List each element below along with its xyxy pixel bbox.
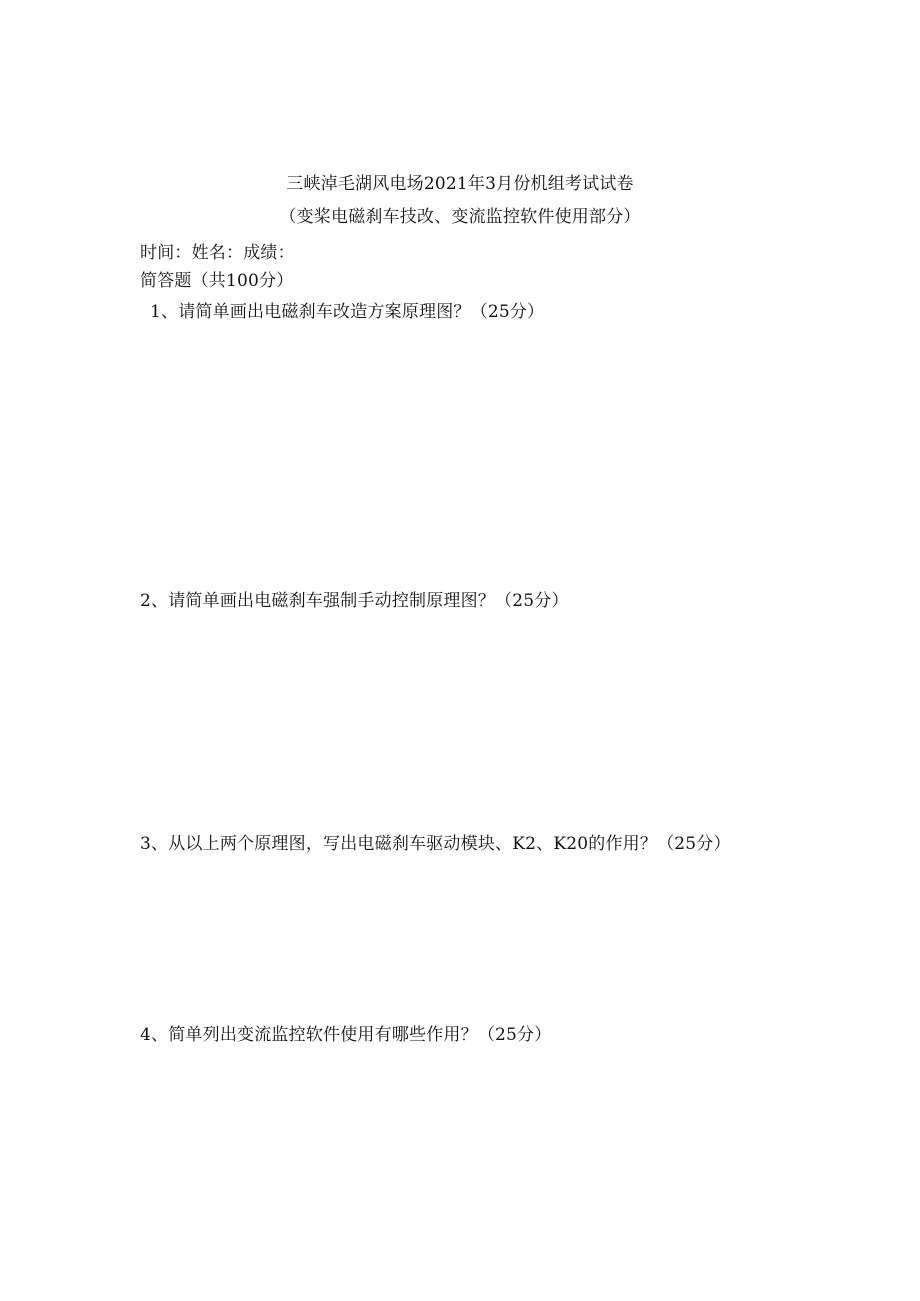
exam-subtitle: （变桨电磁刹车技改、变流监控软件使用部分） <box>279 207 641 227</box>
section-title: 简答题（共100分） <box>140 271 294 291</box>
question-1: 1、请简单画出电磁刹车改造方案原理图？（25分） <box>150 302 545 322</box>
answer-area-4[interactable] <box>140 1053 780 1273</box>
question-3: 3、从以上两个原理图，写出电磁刹车驱动模块、K2、K20的作用？（25分） <box>140 834 731 854</box>
question-2: 2、请简单画出电磁刹车强制手动控制原理图？（25分） <box>140 591 569 611</box>
exam-info-line: 时间：姓名：成绩： <box>140 243 295 263</box>
question-4: 4、简单列出变流监控软件使用有哪些作用？（25分） <box>140 1025 552 1045</box>
answer-area-2[interactable] <box>140 620 780 820</box>
answer-area-3[interactable] <box>140 862 780 1012</box>
answer-area-1[interactable] <box>140 330 780 575</box>
exam-title: 三峡淖毛湖风电场2021年3月份机组考试试卷 <box>286 174 634 194</box>
